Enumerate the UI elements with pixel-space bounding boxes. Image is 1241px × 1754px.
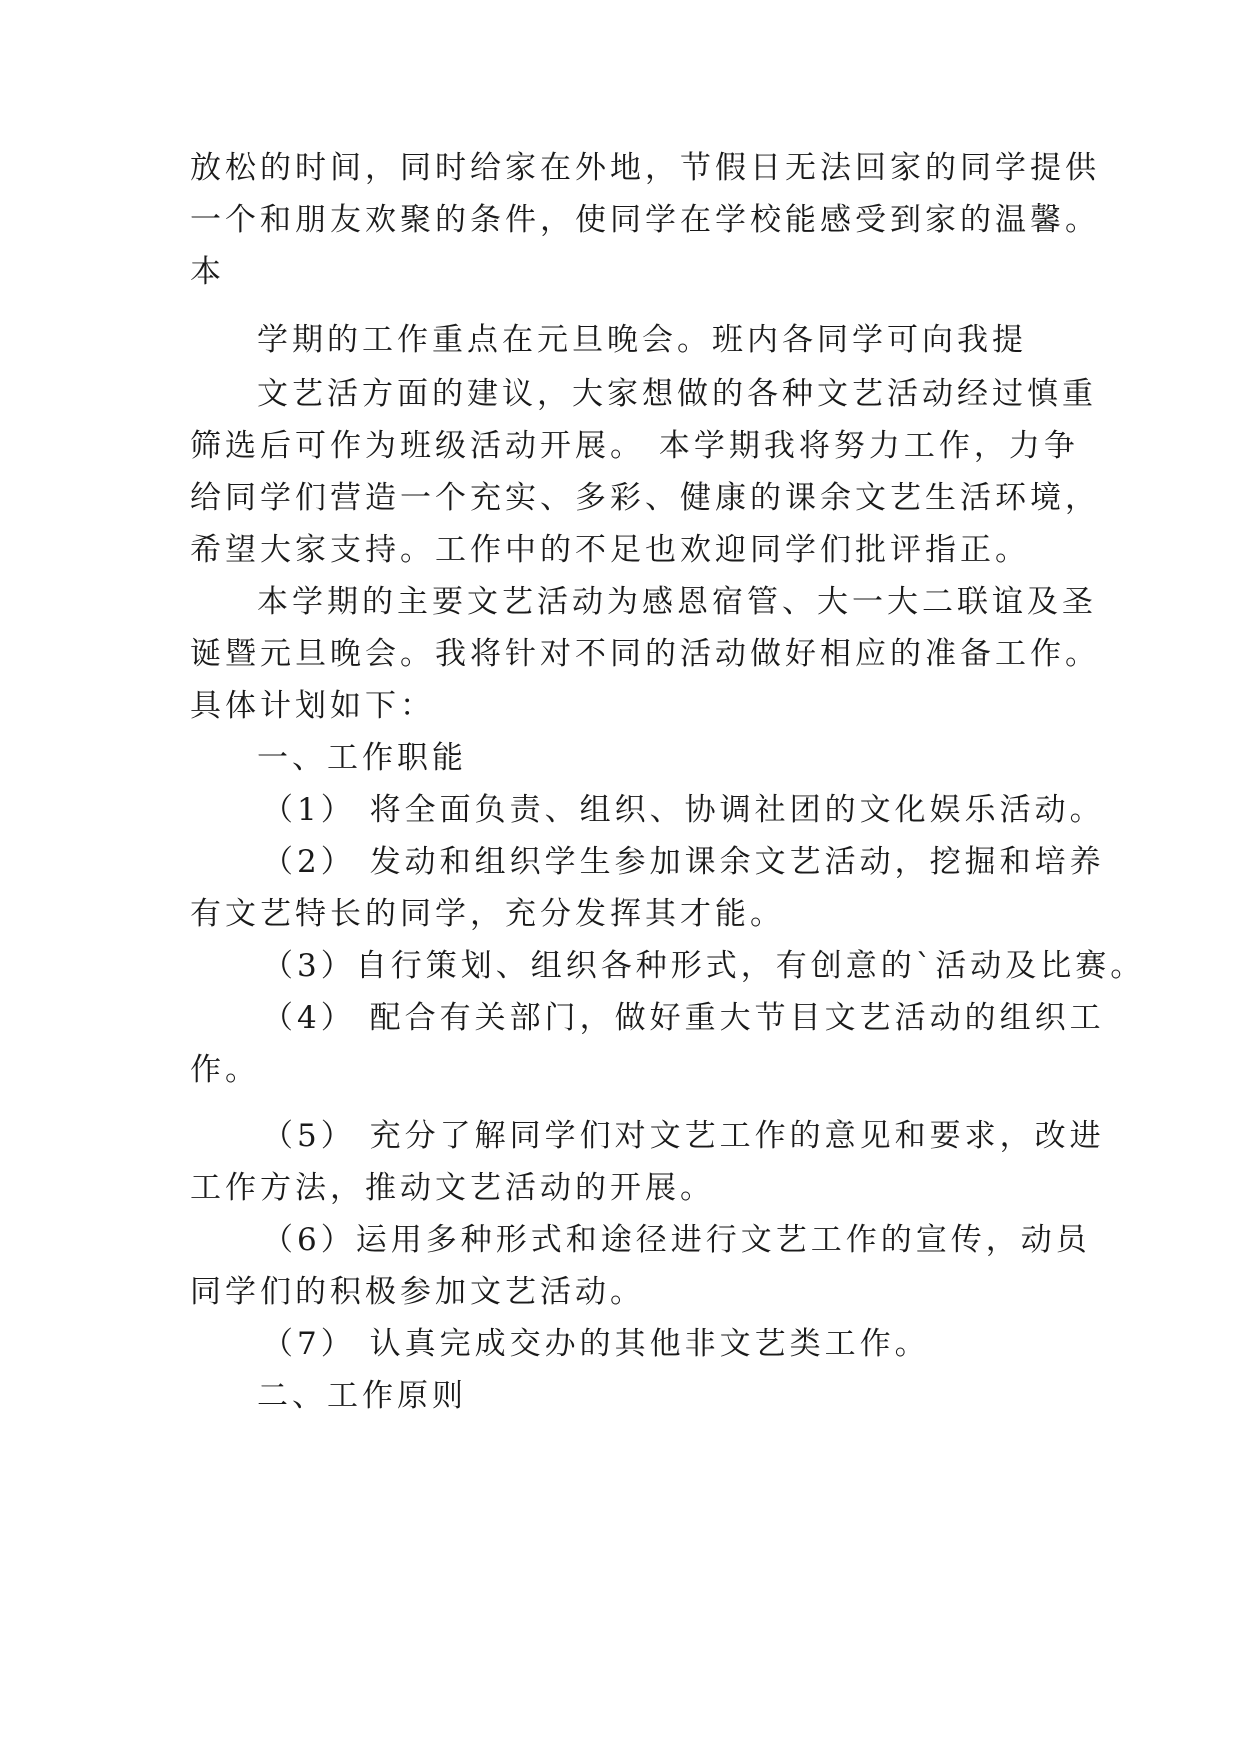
text-line: 有文艺特长的同学，充分发挥其才能。 — [190, 896, 785, 932]
text-line: 诞暨元旦晚会。我将针对不同的活动做好相应的准备工作。 — [190, 636, 1100, 672]
list-item: （6）运用多种形式和途径进行文艺工作的宣传，动员 — [262, 1222, 1091, 1258]
list-item: （4） 配合有关部门，做好重大节目文艺活动的组织工 — [262, 1000, 1105, 1036]
text-line: 学期的工作重点在元旦晚会。班内各同学可向我提 — [257, 322, 1027, 358]
section-heading: 一、工作职能 — [257, 740, 467, 776]
text-line: 一个和朋友欢聚的条件，使同学在学校能感受到家的温馨。 — [190, 202, 1100, 238]
text-line: 本 — [190, 254, 225, 290]
list-item: （5） 充分了解同学们对文艺工作的意见和要求，改进 — [262, 1118, 1105, 1154]
text-line: 筛选后可作为班级活动开展。 本学期我将努力工作，力争 — [190, 428, 1079, 464]
text-line: 希望大家支持。工作中的不足也欢迎同学们批评指正。 — [190, 532, 1030, 568]
text-line: 作。 — [190, 1052, 260, 1088]
list-item: （7） 认真完成交办的其他非文艺类工作。 — [262, 1326, 930, 1362]
text-line: 给同学们营造一个充实、多彩、健康的课余文艺生活环境， — [190, 480, 1100, 516]
text-line: 本学期的主要文艺活动为感恩宿管、大一大二联谊及圣 — [257, 584, 1097, 620]
text-line: 同学们的积极参加文艺活动。 — [190, 1274, 645, 1310]
text-line: 放松的时间，同时给家在外地，节假日无法回家的同学提供 — [190, 150, 1100, 186]
text-line: 具体计划如下： — [190, 688, 435, 724]
text-line: 文艺活方面的建议，大家想做的各种文艺活动经过慎重 — [257, 376, 1097, 412]
section-heading: 二、工作原则 — [257, 1378, 467, 1414]
list-item: （1） 将全面负责、组织、协调社团的文化娱乐活动。 — [262, 792, 1105, 828]
text-line: 工作方法，推动文艺活动的开展。 — [190, 1170, 715, 1206]
list-item: （3）自行策划、组织各种形式，有创意的`活动及比赛。 — [262, 948, 1146, 984]
list-item: （2） 发动和组织学生参加课余文艺活动，挖掘和培养 — [262, 844, 1105, 880]
